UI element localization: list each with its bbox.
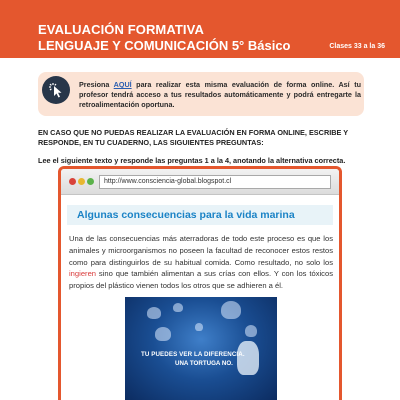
notice-text-after: para realizar esta misma evaluación de forma online. Así tu profesor tendrá acceso a tus resultados automáticamente y podrá entregarte la retroalimentación oportuna.: [79, 80, 362, 109]
jellyfish-shape: [221, 301, 241, 319]
jellyfish-shape: [195, 323, 203, 331]
campaign-photo: [125, 297, 277, 400]
address-bar: http://www.consciencia-global.blogspot.cl: [99, 175, 331, 189]
minimize-dot-icon: [78, 178, 85, 185]
page-header: [0, 0, 400, 58]
article-title-bar: [67, 205, 333, 225]
close-dot-icon: [69, 178, 76, 185]
browser-frame: [58, 166, 342, 400]
maximize-dot-icon: [87, 178, 94, 185]
article-body-part1: Una de las consecuencias más aterradoras de todo este proceso es que los animales y microorganismos no poseen la facultad de reconocer estos restos como para distinguirlos de su habitual comida. Como resultado, no solo los: [69, 234, 333, 267]
header-classes: Clases 33 a la 36: [329, 43, 385, 50]
photo-caption-line1: TU PUEDES VER LA DIFERENCIA.: [141, 351, 245, 358]
article-highlight-word: ingieren: [69, 269, 97, 279]
offline-instruction: EN CASO QUE NO PUEDAS REALIZAR LA EVALUACIÓN EN FORMA ONLINE, ESCRIBE Y RESPONDE, EN TU CUADERNO, LAS SIGUIENTES PREGUNTAS:: [38, 128, 349, 147]
cursor-click-icon: [42, 76, 70, 104]
browser-toolbar: [61, 169, 339, 195]
plastic-bag-shape: [237, 341, 259, 375]
jellyfish-shape: [173, 303, 183, 312]
jellyfish-shape: [155, 327, 171, 341]
online-evaluation-link[interactable]: AQUÍ: [113, 80, 132, 89]
article-title: Algunas consecuencias para la vida marina: [77, 209, 295, 221]
header-title-line1: EVALUACIÓN FORMATIVA: [38, 22, 204, 37]
photo-caption-line2: UNA TORTUGA NO.: [175, 360, 233, 367]
header-title-line2: LENGUAJE Y COMUNICACIÓN 5° Básico: [38, 38, 291, 53]
notice-text-before: Presiona: [79, 80, 114, 89]
jellyfish-shape: [245, 325, 257, 337]
article-body-part2: sino que también alimentan a sus crías con ellos. Y con los tóxicos propios del plástico vienen todos los otros que se adhieren a él.: [69, 269, 333, 291]
reading-instruction: Lee el siguiente texto y responde las preguntas 1 a la 4, anotando la alternativa correcta.: [38, 156, 346, 165]
article-body: [69, 233, 333, 292]
jellyfish-shape: [147, 307, 161, 319]
notice-text: [79, 80, 361, 110]
